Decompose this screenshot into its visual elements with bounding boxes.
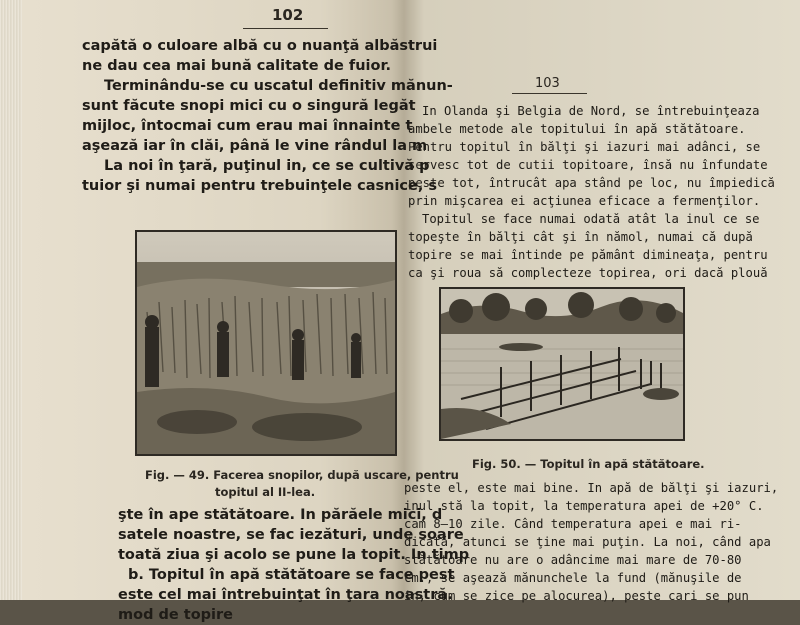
text-line: aşează iar în clăi, până le vine rândul la m: [82, 138, 428, 154]
text-line: servesc tot de cutii topitoare, însă nu înfundate: [408, 158, 768, 172]
text-line: topire se mai întinde pe pământ dimineaţa, pentru: [408, 248, 768, 262]
text-line: sunt făcute snopi mici cu o singură legăt: [82, 98, 416, 114]
text-line: peste tot, întrucât apa stând pe loc, nu împiedică: [408, 176, 775, 190]
text-line: ne dau cea mai bună calitate de fuior.: [82, 58, 392, 74]
page-number-rule: [243, 28, 328, 29]
text-line: capătă o culoare albă cu o nuanţă albăstrui: [82, 38, 438, 54]
text-line: Pentru topitul în bălţi şi iazuri mai adânci, se: [408, 140, 761, 154]
figure-49-caption-line1: Fig. — 49. Facerea snopilor, după uscare, pentru: [145, 468, 459, 482]
figure-50-caption: Fig. 50. — Topitul în apă stătătoare.: [472, 457, 705, 471]
text-line: toată ziua şi acolo se pune la topit. In timp: [118, 547, 470, 563]
text-line: mod de topire: [118, 607, 233, 623]
figure-49-caption-line2: topitul al II-lea.: [215, 485, 316, 499]
text-line: şte în ape stătătoare. In părăele mici, d: [118, 507, 443, 523]
text-line: b. Topitul în apă stătătoare se face pest: [128, 567, 455, 583]
page-number: 103: [535, 76, 560, 91]
text-line: La noi în ţară, puţinul in, ce se cultivă p: [104, 158, 430, 174]
text-line: mijloc, întocmai cum erau mai înnainte t: [82, 118, 413, 134]
text-line: ca şi roua să complecteze topirea, ori dacă plouă: [408, 266, 768, 280]
text-line: Terminându-se cu uscatul definitiv mănun-: [104, 78, 453, 94]
text-line: satele noastre, se fac iezături, unde soare: [118, 527, 464, 543]
text-line: cm., se aşează mănunchele la fund (mănuşile de: [404, 571, 742, 585]
text-line: inul stă la topit, la temperatura apei de +20° C.: [404, 499, 764, 513]
page-number: 102: [272, 6, 304, 24]
left-paragraph: [82, 36, 453, 196]
text-line: Topitul se face numai odată atât la inul ce se: [422, 212, 760, 226]
text-line: este cel mai întrebuinţat în ţara noastră.: [118, 587, 453, 603]
figure-49-photo: [135, 230, 397, 456]
page-edges: [0, 0, 22, 600]
text-line: in, cum se zice pe alocurea), peste cari se pun: [404, 589, 749, 603]
text-line: topeşte în bălţi cât şi în nămol, numai că după: [408, 230, 753, 244]
text-line: peste el, este mai bine. In apă de bălţi şi iazuri,: [404, 481, 779, 495]
figure-50-photo: [439, 287, 685, 441]
text-line: prin mişcarea ei acţiunea eficace a fermenţilor.: [408, 194, 761, 208]
text-line: cam 8—10 zile. Când temperatura apei e mai ri-: [404, 517, 742, 531]
text-line: ambele metode ale topitului în apă stătătoare.: [408, 122, 746, 136]
text-line: dicată, atunci se ţine mai puţin. La noi, când apa: [404, 535, 771, 549]
text-line: stătătoare nu are o adâncime mai mare de 70-80: [404, 553, 742, 567]
text-line: In Olanda şi Belgia de Nord, se întrebuinţeaza: [422, 104, 760, 118]
harvest-field-image: [137, 232, 395, 454]
pond-retting-image: [441, 289, 683, 439]
page-number-rule: [512, 93, 587, 94]
text-line: tuior şi numai pentru trebuinţele casnice, s: [82, 178, 438, 194]
right-paragraph: [408, 102, 775, 282]
right-bottom-paragraph: [404, 479, 778, 605]
right-page: [402, 0, 800, 603]
